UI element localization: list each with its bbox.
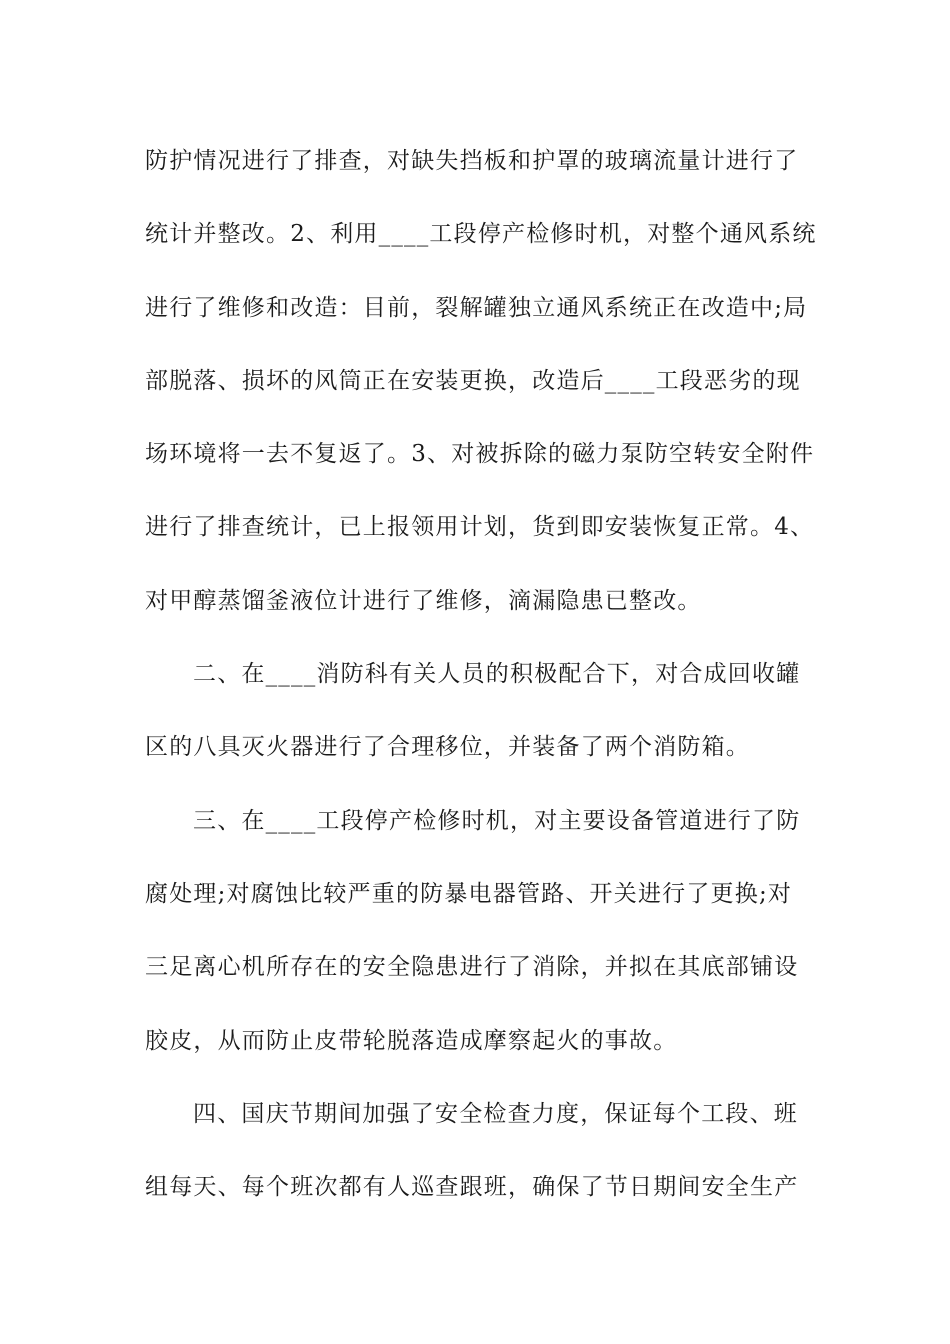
text-line: 对甲醇蒸馏釜液位计进行了维修，滴漏隐患已整改。 bbox=[145, 587, 702, 614]
text-line: 进行了维修和改造：目前，裂解罐独立通风系统正在改造中;局 bbox=[145, 294, 808, 321]
text-line: 组每天、每个班次都有人巡查跟班，确保了节日期间安全生产 bbox=[145, 1174, 799, 1201]
document-body bbox=[145, 125, 817, 1224]
paragraph-2-line-1: 二、在____消防科有关人员的积极配合下，对合成回收罐 bbox=[193, 661, 801, 688]
text-line: 进行了排查统计，已上报领用计划，货到即安装恢复正常。4、 bbox=[145, 514, 815, 541]
text-line: 部脱落、损坏的风筒正在安装更换，改造后____工段恶劣的现 bbox=[145, 367, 801, 394]
text-line: 三足离心机所存在的安全隐患进行了消除，并拟在其底部铺设 bbox=[145, 954, 799, 981]
paragraph-4-line-1: 四、国庆节期间加强了安全检查力度，保证每个工段、班 bbox=[193, 1100, 798, 1127]
text-line: 场环境将一去不复返了。3、对被拆除的磁力泵防空转安全附件 bbox=[145, 441, 815, 468]
text-line: 胶皮，从而防止皮带轮脱落造成摩察起火的事故。 bbox=[145, 1027, 678, 1054]
paragraph-3-line-1: 三、在____工段停产检修时机，对主要设备管道进行了防 bbox=[193, 807, 801, 834]
text-line: 防护情况进行了排查，对缺失挡板和护罩的玻璃流量计进行了 bbox=[145, 148, 799, 174]
text-line: 区的八具灭火器进行了合理移位，并装备了两个消防箱。 bbox=[145, 734, 750, 761]
text-line: 统计并整改。2、利用____工段停产检修时机，对整个通风系统 bbox=[145, 221, 817, 248]
text-line: 腐处理;对腐蚀比较严重的防暴电器管路、开关进行了更换;对 bbox=[145, 880, 793, 907]
